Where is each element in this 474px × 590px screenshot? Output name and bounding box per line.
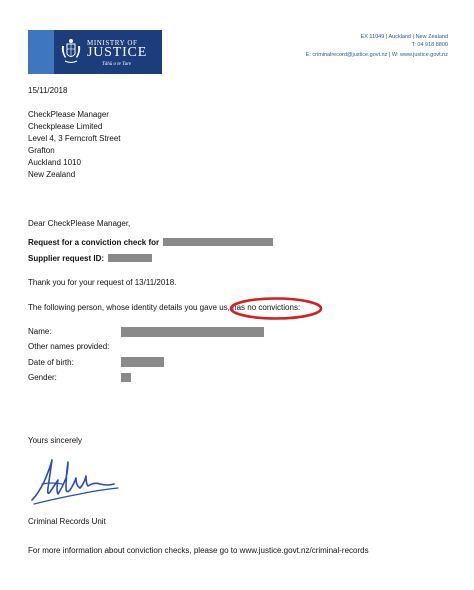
logo-ministry-of: MINISTRY OF xyxy=(87,39,138,47)
thanks-line: Thank you for your request of 13/11/2018. xyxy=(28,278,177,287)
highlight-circle xyxy=(228,296,324,321)
redacted-supplier-id xyxy=(108,254,152,262)
redacted-subject-name xyxy=(163,238,273,246)
closing: Yours sincerely xyxy=(28,436,82,445)
finding-prefix: The following person, whose identity details you gave us, xyxy=(28,303,233,312)
request-line xyxy=(28,237,273,249)
address-line: Auckland 1010 xyxy=(28,158,81,167)
supplier-request-line xyxy=(28,253,152,265)
contact-email-web: E: criminalrecord@justice.govt.nz | W: www.justice.govt.nz xyxy=(305,52,448,58)
other-names-label: Other names provided: xyxy=(28,342,110,351)
gender-label: Gender: xyxy=(28,373,57,382)
ministry-of-justice-logo xyxy=(28,30,162,74)
letter-date: 15/11/2018 xyxy=(28,86,68,95)
contact-address: EX 11049 | Auckland | New Zealand xyxy=(360,34,448,40)
address-line: Checkplease Limited xyxy=(28,122,103,131)
request-label: Request for a conviction check for xyxy=(28,238,160,247)
address-line: Grafton xyxy=(28,146,55,155)
contact-details xyxy=(306,33,448,59)
logo-tagline: Tāhū o te Ture xyxy=(102,62,132,67)
logo-justice: JUSTICE xyxy=(87,45,148,60)
name-label: Name: xyxy=(28,327,52,336)
handwritten-signature xyxy=(28,454,123,510)
recipient-address xyxy=(28,109,121,181)
redacted-gender xyxy=(121,373,131,382)
finding-highlight: has no convictions: xyxy=(232,303,301,312)
salutation: Dear CheckPlease Manager, xyxy=(28,219,131,228)
date-of-birth-label: Date of birth: xyxy=(28,358,74,367)
logo-panel xyxy=(54,30,162,74)
address-line: Level 4, 3 Ferncroft Street xyxy=(28,134,121,143)
redacted-name xyxy=(121,327,264,337)
address-line: CheckPlease Manager xyxy=(28,110,109,119)
address-line: New Zealand xyxy=(28,170,76,179)
logo-accent-bar xyxy=(28,30,54,74)
footer-note: For more information about conviction checks, please go to www.justice.govt.nz/criminal-records xyxy=(28,546,369,555)
supplier-request-label: Supplier request ID: xyxy=(28,254,105,263)
redacted-date-of-birth xyxy=(121,357,164,367)
contact-phone: T: 04 918 8800 xyxy=(411,42,448,48)
signatory: Criminal Records Unit xyxy=(28,517,106,526)
coat-of-arms-icon xyxy=(60,36,82,66)
